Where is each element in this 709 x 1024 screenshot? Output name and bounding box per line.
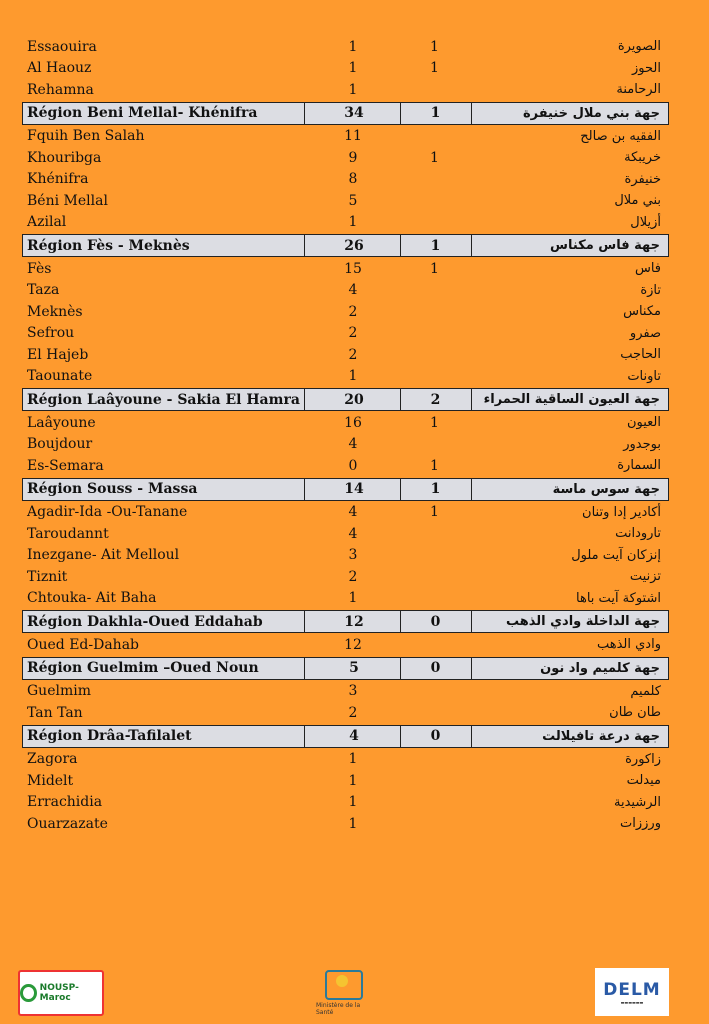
ministry-emblem-icon (325, 970, 363, 1000)
province-name-ar: الصويرة (617, 39, 661, 55)
province-name-fr: Béni Mellal (27, 192, 108, 209)
province-name-ar: الحاجب (620, 347, 661, 363)
province-row (22, 770, 669, 792)
region-count-cases: 26 (344, 237, 364, 254)
region-row (22, 725, 669, 748)
province-name-ar: بني ملال (614, 193, 661, 209)
province-row (22, 323, 669, 345)
region-name-fr: Région Souss - Massa (27, 481, 198, 497)
province-count-cases: 2 (348, 325, 358, 342)
province-count-secondary (402, 770, 467, 792)
province-name-ar: أكادير إدا وتنان (582, 504, 661, 520)
province-count-cases: 1 (348, 815, 358, 832)
column-divider (304, 102, 305, 125)
province-name-fr: Khénifra (27, 171, 89, 188)
column-divider (471, 725, 472, 748)
province-row (22, 280, 669, 302)
province-name-fr: Taroudannt (27, 525, 109, 542)
province-row (22, 523, 669, 545)
province-name-ar: الرحامنة (616, 82, 661, 98)
province-count-secondary (402, 366, 467, 388)
region-name-ar: جهة فاس مكناس (550, 238, 660, 253)
province-name-ar: ميدلت (626, 773, 661, 789)
province-name-ar: العيون (626, 415, 661, 431)
province-count-cases: 9 (348, 149, 358, 166)
province-name-fr: Laâyoune (27, 414, 96, 431)
column-divider (400, 610, 401, 633)
province-count-secondary (402, 792, 467, 814)
column-divider (400, 388, 401, 411)
province-name-fr: Azilal (27, 214, 67, 231)
column-divider (400, 725, 401, 748)
province-row (22, 813, 669, 835)
province-name-fr: Taza (27, 282, 60, 299)
province-count-cases: 1 (348, 751, 358, 768)
province-row (22, 258, 669, 280)
province-name-ar: خريبكة (624, 150, 661, 166)
province-name-ar: أزيلال (630, 214, 661, 230)
ministry-logo-text: Ministère de la Santé (316, 1002, 361, 1016)
province-name-fr: Taounate (27, 368, 93, 385)
region-count-cases: 20 (344, 391, 364, 408)
province-count-secondary (402, 169, 467, 191)
column-divider (471, 234, 472, 257)
region-count-secondary: 0 (430, 613, 441, 630)
province-count-secondary: 1 (430, 457, 439, 474)
region-count-cases: 14 (344, 481, 364, 497)
region-name-fr: Région Laâyoune - Sakia El Hamra (27, 391, 300, 408)
region-row (22, 657, 669, 680)
province-count-secondary (402, 749, 467, 771)
province-row (22, 79, 669, 101)
province-name-ar: بوجدور (623, 436, 661, 452)
region-count-secondary: 1 (430, 481, 441, 497)
province-count-cases: 11 (344, 128, 362, 145)
region-row (22, 102, 669, 125)
province-name-ar: تزنيت (629, 569, 661, 585)
province-count-secondary: 1 (430, 260, 439, 277)
province-name-fr: Tiznit (27, 568, 68, 585)
province-count-cases: 1 (348, 772, 358, 789)
province-name-fr: El Hajeb (27, 346, 89, 363)
region-count-secondary: 1 (430, 105, 441, 121)
region-name-fr: Région Drâa-Tafilalet (27, 728, 192, 744)
province-name-ar: الرشيدية (614, 794, 661, 810)
province-name-fr: Errachidia (27, 794, 103, 811)
region-count-cases: 5 (349, 660, 359, 676)
province-name-fr: Rehamna (27, 81, 94, 98)
province-count-secondary (402, 212, 467, 234)
region-count-secondary: 2 (430, 391, 441, 408)
province-row (22, 792, 669, 814)
province-name-ar: تارودانت (615, 526, 661, 542)
province-row (22, 566, 669, 588)
province-row (22, 502, 669, 524)
column-divider (304, 725, 305, 748)
province-row (22, 634, 669, 656)
province-name-fr: Fès (27, 260, 52, 277)
province-row (22, 58, 669, 80)
province-count-secondary (402, 323, 467, 345)
nousp-ring-icon (20, 984, 37, 1002)
province-count-cases: 3 (348, 547, 358, 564)
province-name-ar: خنيفرة (624, 171, 661, 187)
province-row (22, 212, 669, 234)
province-name-fr: Oued Ed-Dahab (27, 636, 139, 653)
column-divider (471, 478, 472, 501)
province-count-secondary (402, 280, 467, 302)
province-row (22, 147, 669, 169)
province-row (22, 190, 669, 212)
province-count-cases: 1 (348, 368, 358, 385)
column-divider (400, 478, 401, 501)
column-divider (304, 657, 305, 680)
province-count-secondary (402, 813, 467, 835)
province-name-fr: Khouribga (27, 149, 102, 166)
province-name-ar: الحوز (632, 60, 661, 76)
province-name-ar: طان طان (609, 705, 661, 721)
province-count-cases: 1 (348, 590, 358, 607)
region-name-ar: جهة سوس ماسة (552, 481, 660, 497)
province-name-fr: Al Haouz (27, 60, 92, 77)
region-row (22, 234, 669, 257)
province-row (22, 588, 669, 610)
province-count-secondary (402, 344, 467, 366)
province-name-fr: Chtouka- Ait Baha (27, 590, 157, 607)
region-name-ar: جهة بني ملال خنيفرة (522, 105, 660, 121)
province-name-ar: تازة (640, 282, 661, 298)
delm-logo (595, 968, 669, 1016)
province-count-cases: 15 (344, 260, 362, 277)
province-name-ar: ورززات (620, 816, 661, 832)
province-row (22, 412, 669, 434)
province-count-cases: 5 (348, 192, 358, 209)
province-name-fr: Sefrou (27, 325, 75, 342)
nousp-logo (18, 970, 104, 1016)
province-name-ar: كلميم (630, 683, 661, 699)
column-divider (471, 657, 472, 680)
region-name-ar: جهة الداخلة وادي الذهب (505, 614, 660, 629)
province-count-secondary: 1 (430, 149, 439, 166)
province-count-cases: 1 (348, 794, 358, 811)
province-count-secondary (402, 545, 467, 567)
province-count-secondary (402, 190, 467, 212)
column-divider (471, 388, 472, 411)
region-count-secondary: 1 (430, 237, 441, 254)
province-name-ar: مكناس (623, 304, 661, 320)
province-count-cases: 2 (348, 704, 358, 721)
province-count-secondary (402, 126, 467, 148)
province-count-secondary (402, 702, 467, 724)
province-name-fr: Tan Tan (27, 704, 83, 721)
province-count-cases: 2 (348, 568, 358, 585)
region-name-fr: Région Beni Mellal- Khénifra (27, 105, 258, 121)
province-count-secondary (402, 523, 467, 545)
province-count-cases: 4 (348, 504, 358, 521)
province-count-cases: 2 (348, 303, 358, 320)
province-count-secondary (402, 434, 467, 456)
province-count-cases: 2 (348, 346, 358, 363)
province-name-fr: Fquih Ben Salah (27, 128, 145, 145)
region-row (22, 478, 669, 501)
delm-logo-text: DELM (603, 979, 661, 1000)
province-name-ar: الفقيه بن صالح (580, 128, 661, 144)
column-divider (471, 102, 472, 125)
province-count-cases: 3 (348, 683, 358, 700)
cases-table (22, 36, 669, 835)
province-count-secondary (402, 566, 467, 588)
province-count-cases: 8 (348, 171, 358, 188)
province-count-cases: 1 (348, 81, 358, 98)
province-name-fr: Ouarzazate (27, 815, 108, 832)
region-count-cases: 4 (349, 728, 359, 744)
province-count-secondary: 1 (430, 38, 439, 55)
province-name-fr: Agadir-Ida -Ou-Tanane (27, 504, 188, 521)
province-row (22, 434, 669, 456)
province-count-cases: 1 (348, 60, 358, 77)
province-name-fr: Guelmim (27, 683, 91, 700)
province-count-secondary (402, 634, 467, 656)
province-count-cases: 4 (348, 525, 358, 542)
province-name-fr: Midelt (27, 772, 74, 789)
column-divider (400, 657, 401, 680)
region-count-cases: 12 (344, 613, 364, 630)
region-row (22, 610, 669, 633)
province-count-cases: 16 (344, 414, 362, 431)
column-divider (471, 610, 472, 633)
region-count-cases: 34 (344, 105, 364, 121)
province-count-cases: 1 (348, 38, 358, 55)
ministry-health-logo (316, 960, 372, 1016)
nousp-logo-text: NOUSP-Maroc (39, 983, 79, 1003)
province-name-ar: وادي الذهب (596, 637, 661, 653)
province-count-cases: 12 (344, 636, 362, 653)
column-divider (400, 102, 401, 125)
province-row (22, 681, 669, 703)
province-count-secondary: 1 (430, 414, 439, 431)
province-row (22, 455, 669, 477)
region-name-fr: Région Fès - Meknès (27, 237, 190, 254)
province-count-secondary (402, 301, 467, 323)
province-row (22, 749, 669, 771)
province-count-cases: 1 (348, 214, 358, 231)
province-name-ar: زاكورة (625, 751, 661, 767)
province-name-fr: Boujdour (27, 436, 93, 453)
province-count-secondary: 1 (430, 504, 439, 521)
region-name-ar: جهة العيون الساقية الحمراء (483, 392, 660, 407)
province-name-ar: اشتوكة آيت باها (576, 590, 661, 606)
region-name-fr: Région Dakhla-Oued Eddahab (27, 613, 263, 630)
province-row (22, 545, 669, 567)
region-count-secondary: 0 (430, 660, 441, 676)
province-row (22, 126, 669, 148)
region-name-fr: Région Guelmim –Oued Noun (27, 660, 259, 676)
province-name-ar: فاس (634, 261, 661, 277)
province-row (22, 36, 669, 58)
province-name-fr: Es-Semara (27, 457, 104, 474)
province-name-fr: Inezgane- Ait Melloul (27, 547, 180, 564)
province-count-cases: 4 (348, 282, 358, 299)
region-row (22, 388, 669, 411)
province-name-ar: تاونات (627, 368, 661, 384)
province-row (22, 301, 669, 323)
column-divider (304, 234, 305, 257)
region-name-ar: جهة كلميم واد نون (540, 660, 660, 676)
delm-logo-subtitle-icon: ▬▬▬▬▬▬ (620, 999, 644, 1005)
province-row (22, 702, 669, 724)
column-divider (400, 234, 401, 257)
column-divider (304, 388, 305, 411)
province-name-ar: السمارة (617, 458, 661, 474)
province-count-cases: 0 (348, 457, 358, 474)
province-count-secondary: 1 (430, 60, 439, 77)
province-row (22, 344, 669, 366)
province-count-cases: 4 (348, 436, 358, 453)
province-count-secondary (402, 588, 467, 610)
province-name-ar: إنزكان آيت ملول (571, 547, 661, 563)
province-count-secondary (402, 79, 467, 101)
province-count-secondary (402, 681, 467, 703)
province-name-ar: صفرو (629, 325, 661, 341)
province-name-fr: Zagora (27, 751, 78, 768)
region-name-ar: جهة درعة تافيلالت (542, 728, 660, 744)
region-count-secondary: 0 (430, 728, 441, 744)
province-name-fr: Meknès (27, 303, 83, 320)
column-divider (304, 610, 305, 633)
province-row (22, 366, 669, 388)
province-row (22, 169, 669, 191)
column-divider (304, 478, 305, 501)
province-name-fr: Essaouira (27, 38, 97, 55)
